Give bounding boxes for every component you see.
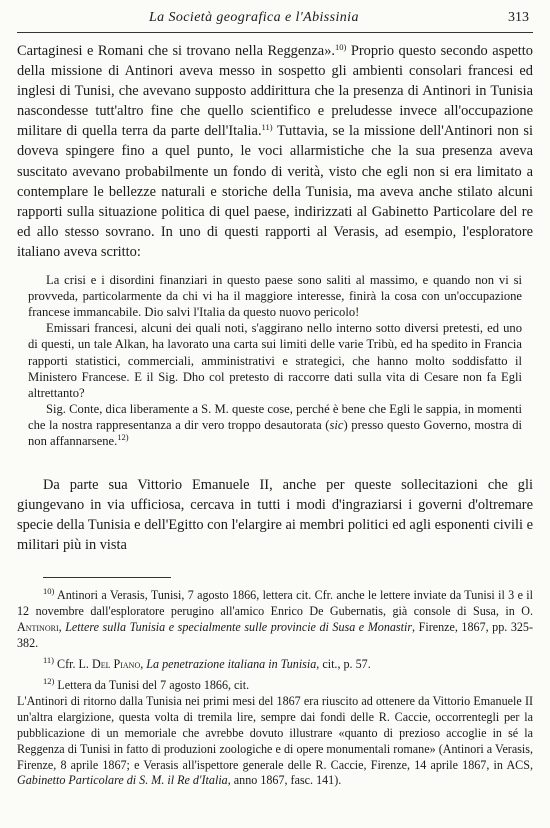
footnote-11-number: 11) [43, 655, 55, 666]
footnote-12-number: 12) [43, 675, 55, 686]
footnote-divider [43, 577, 171, 578]
para1-sentence-3: Tuttavia, se la missione dell'Antinori non si doveva spingere fino a quel punto, le voci allarmistiche che la sua presenza aveva suscitato avevano probabilmente un fondo di verità, visto che egli non si era limitato a contemplare le bellezze naturali e storiche della Tunisia, ma aveva anche stilato alcuni rapporti sulla situazione politica di quel paese, indirizzati al Gabinetto Particolare del re ed allo stesso sovrano. In uno di questi rapporti al Verasis, ad esempio, l'esploratore italiano aveva scritto: [17, 123, 533, 260]
footnote-11-author: Del Piano [91, 657, 141, 672]
footnote-11-text-a: Cfr. L. [54, 657, 92, 672]
paragraph-2: Da parte sua Vittorio Emanuele II, anche per queste sollecitazioni che gli giungevano in via ufficiosa, cercava in tutti i modi d'ingraziarsi i governi d'oltremare specie della Tunisia e dell'Egitto con l'elargire ai membri politici ed agli esponenti civili e militari più in vista [17, 477, 533, 554]
page-number: 313 [508, 10, 529, 25]
footnote-ref-12[interactable]: 12) [117, 431, 129, 442]
footnote-12-text-c: , anno 1867, fasc. 141). [227, 773, 342, 788]
footnote-11-text-c: , cit., p. 57. [316, 657, 371, 672]
footnote-10-author: Antinori [17, 620, 59, 635]
footnote-12 [17, 675, 533, 694]
footnote-ref-11[interactable]: 11) [261, 122, 273, 133]
quote-paragraph-2: Emissari francesi, alcuni dei quali noti, s'aggirano nello interno sotto diversi pretesti, ed uno di questi, un tale Alkan, ha lavorato una carta sui limiti delle varie Tribù, ed ha spedito in Francia rapporti statistici, commerciali, amministrativi e strategici, che hanno molto soddisfatto il Ministero Francese. E il Sig. Dho col pretesto di raccorre dati sulla vita di Cesare non fa Egli altrettanto? [28, 321, 522, 400]
footnote-10-text-b: , [58, 620, 66, 635]
footnote-12-text-a: Lettera da Tunisi del 7 agosto 1866, cit. [54, 677, 250, 692]
quote-paragraph-1: La crisi e i disordini finanziari in questo paese sono saliti al massimo, e quando non vi si provveda, particolarmente da chi vi ha il maggiore interesse, finirà la cosa con un'occupazione francese immancabile. Dio salvi l'Italia da questo nuovo pericolo! [28, 273, 522, 320]
footnotes [17, 588, 533, 789]
paragraph-1 [17, 41, 533, 262]
footnote-12-title: Gabinetto Particolare di S. M. il Re d'Italia [17, 773, 228, 788]
footnote-10 [17, 588, 533, 652]
footnote-12-text-b: L'Antinori di ritorno dalla Tunisia nei primi mesi del 1867 era riuscito ad ottenere da Vittorio Emanuele II un'altra elargizione, questa volta di tremila lire, sempre dai fondi delle R. Caccie, occorrentegli per la pubblicazione di un memoriale che avrebbe dovuto illustrare «quanto di prezioso accoglie in sé la Reggenza di Tunisi in fatto di produzioni zoologiche e di opere monumentali romane» (Antinori a Verasis, Firenze, 8 aprile 1867; e Verasis all'ispettore generale delle R. Caccie, Firenze, 14 aprile 1867, in ACS, [17, 693, 533, 772]
footnote-11-text-b: , [140, 657, 147, 672]
footnote-11-title: La penetrazione italiana in Tunisia [146, 657, 317, 672]
footnote-ref-10[interactable]: 10) [335, 42, 347, 52]
footnote-10-title: Lettere sulla Tunisia e specialmente sulle provincie di Susa e Monastir [65, 620, 413, 635]
block-quote [28, 272, 522, 449]
footnote-10-text-a: Antinori a Verasis, Tunisi, 7 agosto 1866, lettera cit. Cfr. anche le lettere inviate da Tunisi il 3 e il 12 novembre dall'esploratore perugino all'amico Enrico De Gubernatis, già console di Susa, in O. [17, 588, 533, 619]
footnote-11 [17, 657, 533, 673]
quote-paragraph-3 [28, 401, 522, 449]
main-text [17, 41, 533, 262]
running-title: La Società geografica e l'Abissinia [149, 10, 359, 25]
running-header [17, 10, 533, 33]
sic-marker: sic [329, 417, 344, 432]
quote3-text-b: ) presso questo Governo, mostra di non affannarsene. [28, 417, 522, 448]
footnote-12-continuation [17, 694, 533, 789]
quote3-text-a: Sig. Conte, dica liberamente a S. M. queste cose, perché è bene che Egli le sappia, in momenti che la nostra rappresentanza a dir vero troppo desautorata ( [28, 401, 522, 432]
paragraph-2-wrap [17, 475, 533, 555]
footnote-10-number: 10) [43, 586, 55, 597]
para1-sentence-2: Proprio questo secondo aspetto della missione di Antinori aveva messo in sospetto gli ambienti consolari francesi ed inglesi di Tunisi, che avevano supposto addirittura che la presenza di Antinori in Tunisia nascondesse tutt'altro fine che quello scientifico e preludesse invece all'occupazione militare di quella terra da parte dell'Italia. [17, 43, 533, 140]
footnote-10-text-c: , Firenze, 1867, pp. 325-382. [17, 620, 534, 651]
para1-sentence-1: Cartaginesi e Romani che si trovano nella Reggenza». [17, 43, 335, 59]
